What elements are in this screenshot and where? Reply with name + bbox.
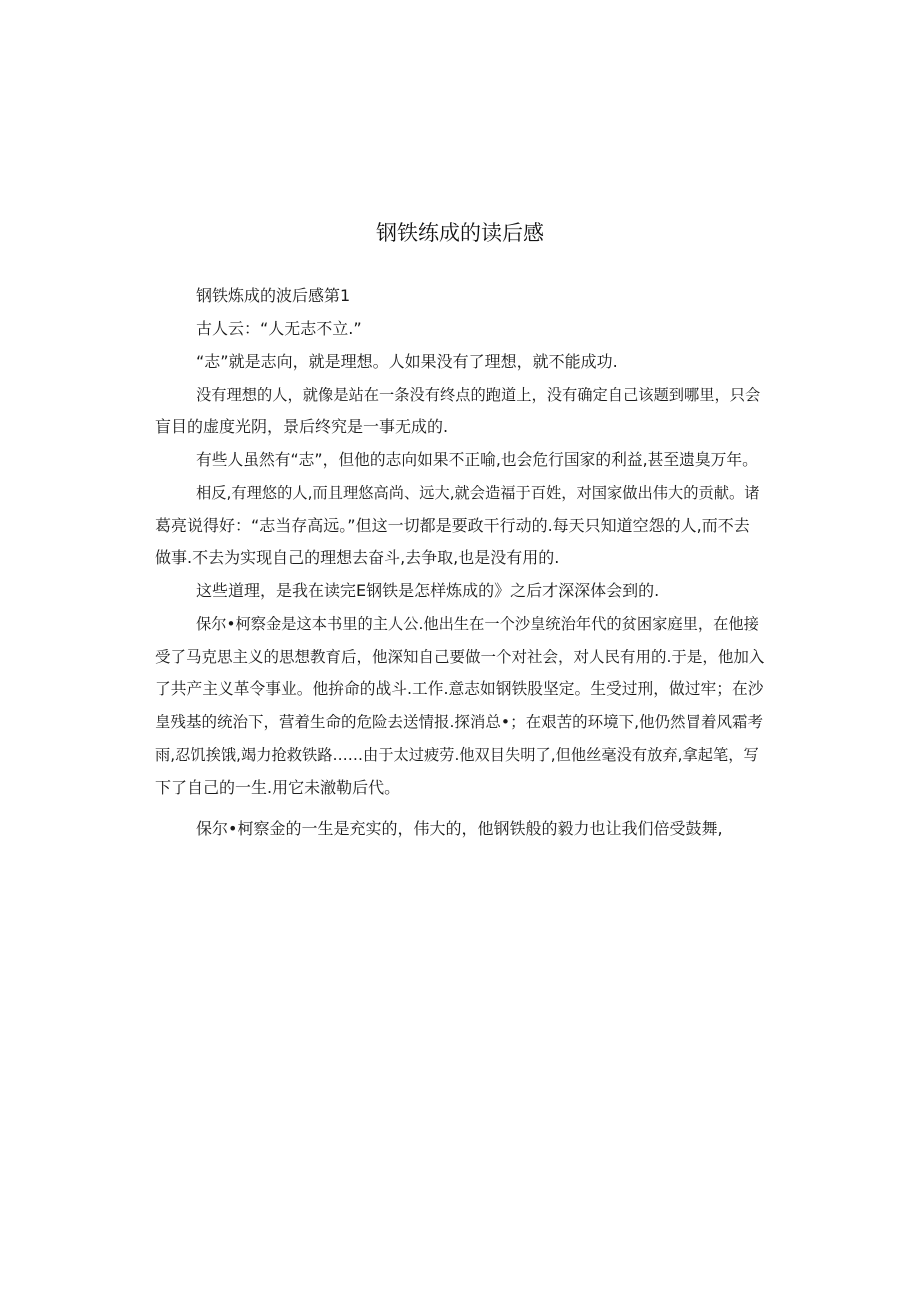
paragraph-line: 做事.不去为实现自己的理想去奋斗,去争取,也是没有用的. [155,548,560,567]
section-heading: 钢铁炼成的波后感第1 [196,286,351,305]
paragraph-line: 保尔•柯察金的一生是充实的，伟大的，他钢铁般的毅力也让我们倍受鼓舞, [196,819,723,838]
paragraph-line: 了共产主义革令事业。他拚命的战斗.工作.意志如钢铁股坚定。生受过刑，做过牢；在沙 [155,679,764,698]
paragraph-line: 葛亮说得好：“志当存高远。”但这一切都是要政干行动的.每天只知道空怨的人,而不去 [155,516,750,535]
paragraph-line: 皇残基的统治下，营着生命的危险去送情报.探消总•；在艰苦的环境下,他仍然冒着风霜考 [155,713,763,731]
paragraph-line: 保尔•柯察金是这本书里的主人公.他出生在一个沙皇统治年代的贫困家庭里，在他接 [196,615,759,633]
paragraph-line: 有些人虽然有“志”，但他的志向如果不正喻,也会危行国家的利益,甚至遗臭万年。 [196,450,758,469]
paragraph-line: 这些道理，是我在读完E钢铁是怎样炼成的》之后才深深体会到的. [196,581,660,600]
paragraph-line: “志”就是志向，就是理想。人如果没有了理想，就不能成功. [196,352,618,371]
paragraph-line: 受了马克思主义的思想教育后，他深知自己要做一个对社会，对人民有用的.于是，他加入 [155,648,765,666]
paragraph-line: 古人云：“人无志不立.” [196,319,362,338]
paragraph-line: 雨,忍饥挨饿,竭力抢救铁路……由于太过疲劳.他双目失明了,但他丝毫没有放弃,拿起笔，写 [155,746,759,764]
paragraph-line: 相反,有理悠的人,而且理悠高尚、远大,就会造福于百姓，对国家做出伟大的贡献。诸 [196,484,760,502]
paragraph-line: 盲目的虚度光阴，景后终究是一事无成的. [155,417,449,436]
document-title: 钢铁练成的读后感 [376,221,544,245]
paragraph-line: 没有理想的人，就像是站在一条没有终点的跑道上，没有确定自己该题到哪里，只会 [196,386,761,404]
paragraph-line: 下了自己的一生.用它未澈勒后代。 [155,778,401,797]
